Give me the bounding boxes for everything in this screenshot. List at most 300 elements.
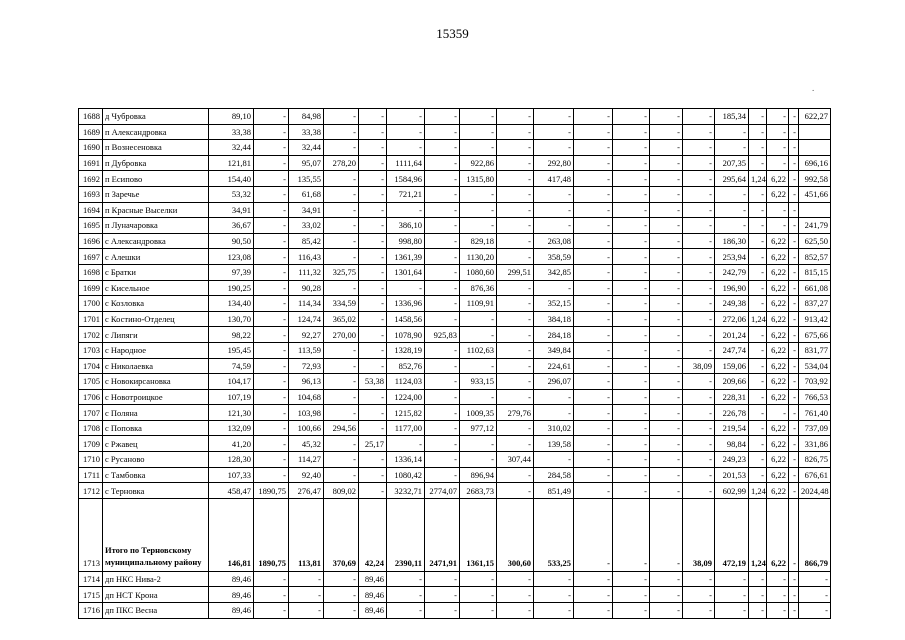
value-cell: -	[574, 202, 613, 218]
value-cell: 38,09	[683, 498, 715, 571]
row-number: 1716	[79, 603, 103, 619]
value-cell: -	[254, 571, 289, 587]
value-cell: -	[324, 140, 359, 156]
value-cell: -	[613, 420, 650, 436]
value-cell: -	[534, 186, 574, 202]
value-cell: -	[613, 436, 650, 452]
value-cell: 1361,15	[460, 498, 497, 571]
value-cell: -	[650, 155, 683, 171]
value-cell: 92,40	[289, 467, 324, 483]
value-cell: 1315,80	[460, 171, 497, 187]
value-cell: -	[683, 405, 715, 421]
value-cell: 851,49	[534, 483, 574, 499]
value-cell: -	[749, 155, 767, 171]
value-cell: -	[613, 218, 650, 234]
value-cell: 1215,82	[387, 405, 425, 421]
value-cell: 114,27	[289, 452, 324, 468]
settlement-name: п Дубровка	[103, 155, 209, 171]
value-cell: -	[789, 186, 799, 202]
value-cell: -	[460, 327, 497, 343]
value-cell: -	[613, 374, 650, 390]
value-cell: -	[534, 140, 574, 156]
value-cell: 6,22	[767, 483, 789, 499]
value-cell: 370,69	[324, 498, 359, 571]
value-cell: -	[359, 405, 387, 421]
value-cell: -	[789, 124, 799, 140]
value-cell: -	[324, 249, 359, 265]
value-cell: 829,18	[460, 233, 497, 249]
value-cell: -	[574, 280, 613, 296]
settlement-name: дп НКС Нива-2	[103, 571, 209, 587]
value-cell: -	[497, 249, 534, 265]
value-cell: -	[767, 202, 789, 218]
value-cell: -	[683, 483, 715, 499]
settlement-name: Итого по Терновскому муниципальному району	[103, 498, 209, 571]
row-number: 1701	[79, 311, 103, 327]
settlement-name: с Козловка	[103, 296, 209, 312]
value-cell: 1080,60	[460, 264, 497, 280]
row-number: 1689	[79, 124, 103, 140]
value-cell: -	[789, 483, 799, 499]
value-cell: 826,75	[799, 452, 831, 468]
value-cell: -	[460, 311, 497, 327]
value-cell: -	[749, 587, 767, 603]
value-cell: -	[749, 233, 767, 249]
settlement-name: п Вознесеновка	[103, 140, 209, 156]
value-cell: -	[650, 498, 683, 571]
table-row	[79, 374, 831, 390]
value-cell: -	[497, 140, 534, 156]
settlement-name: с Братки	[103, 264, 209, 280]
value-cell: -	[613, 498, 650, 571]
value-cell: 104,17	[209, 374, 254, 390]
value-cell: -	[497, 233, 534, 249]
value-cell: -	[789, 202, 799, 218]
value-cell: -	[254, 358, 289, 374]
value-cell: -	[650, 202, 683, 218]
value-cell: 114,34	[289, 296, 324, 312]
table-row	[79, 218, 831, 234]
value-cell: -	[683, 249, 715, 265]
value-cell: -	[613, 186, 650, 202]
value-cell: -	[715, 202, 749, 218]
value-cell: 90,50	[209, 233, 254, 249]
value-cell: -	[613, 603, 650, 619]
value-cell: 342,85	[534, 264, 574, 280]
value-cell: -	[534, 202, 574, 218]
value-cell: -	[574, 264, 613, 280]
value-cell: -	[425, 436, 460, 452]
value-cell: -	[683, 140, 715, 156]
row-number: 1690	[79, 140, 103, 156]
value-cell: -	[683, 436, 715, 452]
value-cell: 358,59	[534, 249, 574, 265]
value-cell: -	[789, 342, 799, 358]
value-cell: -	[650, 483, 683, 499]
value-cell: 6,22	[767, 374, 789, 390]
value-cell: 1102,63	[460, 342, 497, 358]
value-cell: -	[425, 571, 460, 587]
value-cell: 224,61	[534, 358, 574, 374]
value-cell: -	[574, 483, 613, 499]
value-cell: -	[254, 420, 289, 436]
value-cell: -	[324, 124, 359, 140]
value-cell: -	[683, 571, 715, 587]
value-cell: -	[460, 218, 497, 234]
settlement-name: с Липяги	[103, 327, 209, 343]
value-cell: 95,07	[289, 155, 324, 171]
value-cell: -	[497, 571, 534, 587]
row-number: 1691	[79, 155, 103, 171]
value-cell: -	[749, 264, 767, 280]
value-cell: 34,91	[209, 202, 254, 218]
value-cell: 1,24	[749, 483, 767, 499]
value-cell: -	[359, 327, 387, 343]
value-cell: 737,09	[799, 420, 831, 436]
value-cell: -	[359, 420, 387, 436]
value-cell: -	[613, 296, 650, 312]
value-cell: -	[749, 186, 767, 202]
table-row	[79, 327, 831, 343]
value-cell	[799, 140, 831, 156]
value-cell: 85,42	[289, 233, 324, 249]
value-cell: -	[767, 124, 789, 140]
value-cell: 209,66	[715, 374, 749, 390]
value-cell: 253,94	[715, 249, 749, 265]
value-cell: 1109,91	[460, 296, 497, 312]
value-cell: 6,22	[767, 498, 789, 571]
value-cell: -	[789, 327, 799, 343]
value-cell: -	[715, 186, 749, 202]
value-cell: -	[254, 249, 289, 265]
table-row	[79, 389, 831, 405]
value-cell: -	[650, 436, 683, 452]
value-cell: -	[289, 603, 324, 619]
value-cell: 53,38	[359, 374, 387, 390]
value-cell: -	[497, 311, 534, 327]
value-cell: 33,38	[289, 124, 324, 140]
value-cell: -	[387, 140, 425, 156]
value-cell: 331,86	[799, 436, 831, 452]
value-cell: 307,44	[497, 452, 534, 468]
value-cell: -	[359, 186, 387, 202]
value-cell: -	[425, 280, 460, 296]
value-cell: 2024,48	[799, 483, 831, 499]
row-number: 1714	[79, 571, 103, 587]
settlement-name: п Заречье	[103, 186, 209, 202]
row-number: 1688	[79, 109, 103, 125]
value-cell: 2683,73	[460, 483, 497, 499]
value-cell: 6,22	[767, 296, 789, 312]
value-cell: -	[749, 374, 767, 390]
value-cell: -	[574, 420, 613, 436]
value-cell: -	[324, 603, 359, 619]
value-cell: -	[497, 171, 534, 187]
value-cell: -	[789, 358, 799, 374]
value-cell: 25,17	[359, 436, 387, 452]
value-cell: 284,58	[534, 467, 574, 483]
value-cell: -	[715, 571, 749, 587]
table-body	[79, 109, 831, 619]
value-cell: 1,24	[749, 311, 767, 327]
value-cell: -	[613, 405, 650, 421]
value-cell: -	[497, 483, 534, 499]
value-cell: -	[799, 571, 831, 587]
value-cell: -	[324, 587, 359, 603]
value-cell: 121,30	[209, 405, 254, 421]
value-cell: -	[460, 452, 497, 468]
value-cell: -	[789, 264, 799, 280]
settlement-name: с Поляна	[103, 405, 209, 421]
value-cell: 1361,39	[387, 249, 425, 265]
value-cell: -	[254, 374, 289, 390]
value-cell: 279,76	[497, 405, 534, 421]
table-row	[79, 587, 831, 603]
settlement-name: с Тамбовка	[103, 467, 209, 483]
value-cell: -	[497, 124, 534, 140]
settlement-name: с Кисельное	[103, 280, 209, 296]
value-cell: -	[683, 467, 715, 483]
value-cell: -	[425, 109, 460, 125]
table-row	[79, 171, 831, 187]
row-number: 1713	[79, 498, 103, 571]
value-cell: 294,56	[324, 420, 359, 436]
value-cell: -	[613, 202, 650, 218]
value-cell: -	[497, 202, 534, 218]
value-cell: 186,30	[715, 233, 749, 249]
value-cell: -	[683, 280, 715, 296]
value-cell: -	[574, 186, 613, 202]
value-cell: 852,57	[799, 249, 831, 265]
settlement-name: с Терновка	[103, 483, 209, 499]
value-cell: -	[574, 587, 613, 603]
value-cell: -	[574, 603, 613, 619]
value-cell: -	[749, 358, 767, 374]
value-cell: -	[254, 436, 289, 452]
table-row	[79, 280, 831, 296]
table-row	[79, 186, 831, 202]
value-cell: -	[749, 342, 767, 358]
value-cell: -	[613, 280, 650, 296]
value-cell: 107,19	[209, 389, 254, 405]
value-cell: -	[574, 311, 613, 327]
value-cell: -	[324, 186, 359, 202]
row-number: 1711	[79, 467, 103, 483]
value-cell: -	[534, 587, 574, 603]
value-cell: -	[650, 389, 683, 405]
value-cell: 896,94	[460, 467, 497, 483]
table-row	[79, 124, 831, 140]
row-number: 1706	[79, 389, 103, 405]
value-cell	[799, 124, 831, 140]
value-cell: -	[425, 587, 460, 603]
value-cell: -	[749, 467, 767, 483]
value-cell: 38,09	[683, 358, 715, 374]
value-cell: 809,02	[324, 483, 359, 499]
value-cell: 154,40	[209, 171, 254, 187]
value-cell: -	[683, 186, 715, 202]
value-cell: -	[254, 389, 289, 405]
value-cell: -	[254, 186, 289, 202]
value-cell: -	[425, 452, 460, 468]
value-cell: -	[359, 218, 387, 234]
value-cell: -	[324, 109, 359, 125]
value-cell: -	[650, 405, 683, 421]
value-cell: -	[789, 420, 799, 436]
table-row	[79, 436, 831, 452]
value-cell: 602,99	[715, 483, 749, 499]
value-cell: -	[650, 467, 683, 483]
value-cell: -	[767, 218, 789, 234]
value-cell: -	[650, 109, 683, 125]
value-cell: 533,25	[534, 498, 574, 571]
value-cell: -	[574, 374, 613, 390]
total-row	[79, 498, 831, 571]
value-cell: -	[324, 218, 359, 234]
value-cell: -	[613, 140, 650, 156]
table-row	[79, 264, 831, 280]
value-cell: -	[650, 311, 683, 327]
table-row	[79, 405, 831, 421]
value-cell: -	[749, 389, 767, 405]
value-cell: -	[574, 171, 613, 187]
value-cell: 6,22	[767, 311, 789, 327]
value-cell: -	[324, 452, 359, 468]
value-cell: 201,24	[715, 327, 749, 343]
value-cell: 284,18	[534, 327, 574, 343]
value-cell: 1328,19	[387, 342, 425, 358]
settlement-name: дп ПКС Весна	[103, 603, 209, 619]
value-cell: -	[789, 296, 799, 312]
value-cell: -	[650, 280, 683, 296]
value-cell: 6,22	[767, 389, 789, 405]
value-cell: 1890,75	[254, 483, 289, 499]
value-cell: -	[534, 280, 574, 296]
table-row	[79, 202, 831, 218]
value-cell: -	[387, 202, 425, 218]
value-cell: -	[574, 296, 613, 312]
value-cell: -	[789, 155, 799, 171]
value-cell: -	[359, 124, 387, 140]
value-cell: -	[497, 155, 534, 171]
value-cell: -	[254, 171, 289, 187]
value-cell: -	[254, 155, 289, 171]
value-cell: -	[683, 603, 715, 619]
value-cell: -	[425, 342, 460, 358]
value-cell: -	[425, 389, 460, 405]
settlement-name: д Чубровка	[103, 109, 209, 125]
value-cell: 6,22	[767, 280, 789, 296]
value-cell: 6,22	[767, 249, 789, 265]
value-cell: 1080,42	[387, 467, 425, 483]
value-cell: -	[387, 587, 425, 603]
value-cell: -	[650, 249, 683, 265]
value-cell: 207,35	[715, 155, 749, 171]
value-cell: 96,13	[289, 374, 324, 390]
value-cell: -	[574, 218, 613, 234]
value-cell: -	[534, 218, 574, 234]
value-cell: -	[613, 358, 650, 374]
value-cell: 6,22	[767, 186, 789, 202]
value-cell: -	[749, 249, 767, 265]
value-cell: -	[749, 420, 767, 436]
value-cell: -	[613, 452, 650, 468]
value-cell: -	[460, 202, 497, 218]
value-cell: -	[387, 603, 425, 619]
value-cell: -	[613, 587, 650, 603]
settlement-name: п Красные Выселки	[103, 202, 209, 218]
value-cell: -	[497, 603, 534, 619]
value-cell: -	[715, 140, 749, 156]
value-cell: -	[254, 311, 289, 327]
row-number: 1702	[79, 327, 103, 343]
value-cell: 6,22	[767, 420, 789, 436]
table-row	[79, 311, 831, 327]
settlement-name: п Луначаровка	[103, 218, 209, 234]
value-cell: -	[425, 218, 460, 234]
value-cell: 132,09	[209, 420, 254, 436]
value-cell: 1224,00	[387, 389, 425, 405]
value-cell: -	[574, 358, 613, 374]
value-cell: 228,31	[715, 389, 749, 405]
table-row	[79, 140, 831, 156]
value-cell: -	[497, 186, 534, 202]
value-cell: -	[613, 467, 650, 483]
value-cell: -	[650, 603, 683, 619]
value-cell: 761,40	[799, 405, 831, 421]
value-cell: 913,42	[799, 311, 831, 327]
value-cell: 278,20	[324, 155, 359, 171]
value-cell: 831,77	[799, 342, 831, 358]
value-cell: 247,74	[715, 342, 749, 358]
value-cell: -	[767, 109, 789, 125]
value-cell: 703,92	[799, 374, 831, 390]
table-row	[79, 358, 831, 374]
value-cell: -	[387, 109, 425, 125]
value-cell: 299,51	[497, 264, 534, 280]
value-cell: 977,12	[460, 420, 497, 436]
value-cell: -	[574, 140, 613, 156]
value-cell: 84,98	[289, 109, 324, 125]
value-cell: -	[574, 436, 613, 452]
value-cell: 89,46	[209, 571, 254, 587]
settlement-name: с Ржавец	[103, 436, 209, 452]
value-cell: 33,38	[209, 124, 254, 140]
value-cell: -	[749, 218, 767, 234]
value-cell: -	[650, 171, 683, 187]
corner-mark: .	[812, 83, 815, 93]
value-cell: 6,22	[767, 452, 789, 468]
value-cell: 661,08	[799, 280, 831, 296]
value-cell: -	[497, 374, 534, 390]
value-cell: 74,59	[209, 358, 254, 374]
value-cell: 2471,91	[425, 498, 460, 571]
value-cell: -	[683, 420, 715, 436]
value-cell: 998,80	[387, 233, 425, 249]
value-cell: -	[767, 571, 789, 587]
value-cell: -	[324, 436, 359, 452]
value-cell: -	[534, 389, 574, 405]
row-number: 1697	[79, 249, 103, 265]
value-cell: -	[574, 467, 613, 483]
value-cell: -	[789, 140, 799, 156]
value-cell: 417,48	[534, 171, 574, 187]
value-cell: -	[613, 109, 650, 125]
value-cell: -	[749, 571, 767, 587]
value-cell: 933,15	[460, 374, 497, 390]
value-cell: 451,66	[799, 186, 831, 202]
value-cell: 852,76	[387, 358, 425, 374]
